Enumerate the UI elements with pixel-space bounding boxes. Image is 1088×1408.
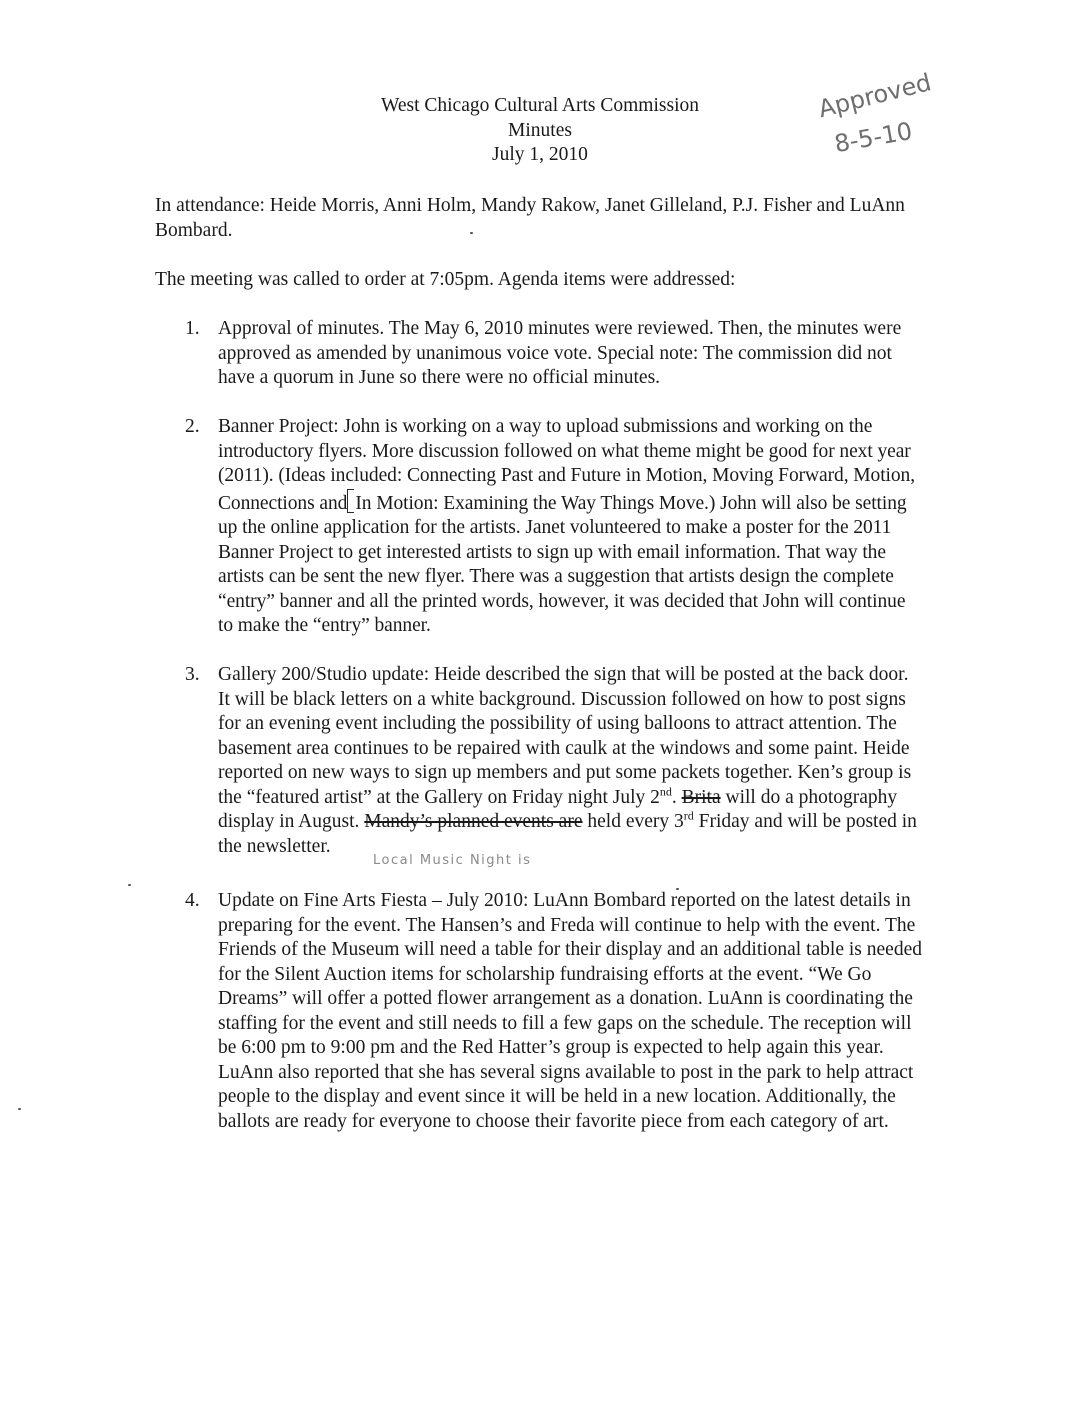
ordinal-suffix: nd <box>659 784 672 798</box>
agenda-number: 2. <box>185 416 200 437</box>
agenda-item-gallery-update <box>178 663 924 868</box>
intro-paragraph: The meeting was called to order at 7:05pm. Agenda items were addressed: <box>155 269 736 290</box>
agenda-number: 3. <box>185 664 200 685</box>
struck-name: Brita <box>681 786 721 808</box>
scan-speck <box>18 1108 21 1110</box>
agenda-text: Update on Fine Arts Fiesta – July 2010: LuAnn Bombard reported on the latest details in preparing for the event. The Hansen’s and Freda will continue to help with the event. The Friends of the Museum will need a table for their display and an additional table is needed for the Silent Auction items for scholarship fundraising efforts at the event. “We Go Dreams” will offer a potted flower arrangement as a donation. LuAnn is coordinating the staffing for the event and still needs to fill a few gaps on the schedule. The reception will be 6:00 pm to 9:00 pm and the Red Hatter’s group is expected to help again this year. LuAnn also reported that she has several signs available to post in the park to help attract people to the display and event since it will be held in a new location. Additionally, the ballots are ready for everyone to choose their favorite piece from each category of art. <box>218 890 922 1132</box>
approval-handwriting <box>812 58 962 158</box>
banner-text-part-a: Banner Project: John is working on a way to upload submissions and working on the introductory flyers. More discussion followed on what theme might be good for next year (2011). (Ideas included: Connecting Past and Future in Motion, Moving Forward, Motion, Connections and <box>218 416 916 514</box>
meeting-date: July 1, 2010 <box>492 144 588 165</box>
gallery-text-part-e: Friday and will be posted in the newsletter. <box>218 811 917 857</box>
handwritten-insert-note: Local Music Night is <box>373 852 532 868</box>
document-type: Minutes <box>508 119 572 141</box>
agenda-item-fine-arts-fiesta <box>178 889 924 1134</box>
ordinal-suffix: rd <box>683 808 694 823</box>
scan-speck <box>128 884 131 886</box>
approval-date: 8-5-10 <box>832 116 915 158</box>
agenda-number: 4. <box>185 890 200 911</box>
agenda-text: Approval of minutes. The May 6, 2010 minutes were reviewed. Then, the minutes were approved as amended by unanimous voice vote. Special note: The commission did not have a quorum in June so there were no official minutes. <box>218 318 902 388</box>
organization-name: West Chicago Cultural Arts Commission <box>380 95 699 116</box>
approval-word: Approved <box>815 68 935 124</box>
gallery-text-part-a: Gallery 200/Studio update: Heide described the sign that will be posted at the back door. It will be black letters on a white background. Discussion followed on how to post signs for an evening event including the possibility of using balloons to attract attention. The basement area continues to be repaired with caulk at the windows and some paint. Heide reported on new ways to sign up members and put some packets together. Ken’s group is the “featured artist” at the Gallery on Friday night July 2 <box>218 664 912 808</box>
attendance-paragraph: In attendance: Heide Morris, Anni Holm, Mandy Rakow, Janet Gilleland, P.J. Fisher and LuAnn Bombard. <box>155 195 905 241</box>
agenda-text <box>218 415 924 639</box>
agenda-number: 1. <box>185 318 200 339</box>
agenda-item-banner-project <box>178 415 924 639</box>
banner-text-part-b: In Motion: Examining the Way Things Move.) John will also be setting up the online application for the artists. Janet volunteered to make a poster for the 2011 Banner Project to get interested artists to sign up with email information. That way the artists can be sent the new flyer. There was a suggestion that artists design the complete “entry” banner and all the printed words, however, it was decided that John will continue to make the “entry” banner. <box>218 492 907 636</box>
agenda-item-approval <box>178 317 924 391</box>
agenda-list <box>178 317 924 1159</box>
document-header <box>300 94 780 168</box>
gallery-text-part-c: will do a photography display in August. <box>218 786 898 832</box>
gallery-text-part-b: . <box>671 786 682 808</box>
agenda-text <box>218 663 924 859</box>
scan-speck <box>676 888 679 890</box>
handwritten-bracket-mark <box>347 489 354 513</box>
scan-speck <box>470 232 473 234</box>
handwritten-approval-stamp <box>812 58 962 158</box>
struck-phrase: Mandy’s planned events are <box>364 811 583 832</box>
gallery-text-part-d: held every 3 <box>582 811 684 832</box>
